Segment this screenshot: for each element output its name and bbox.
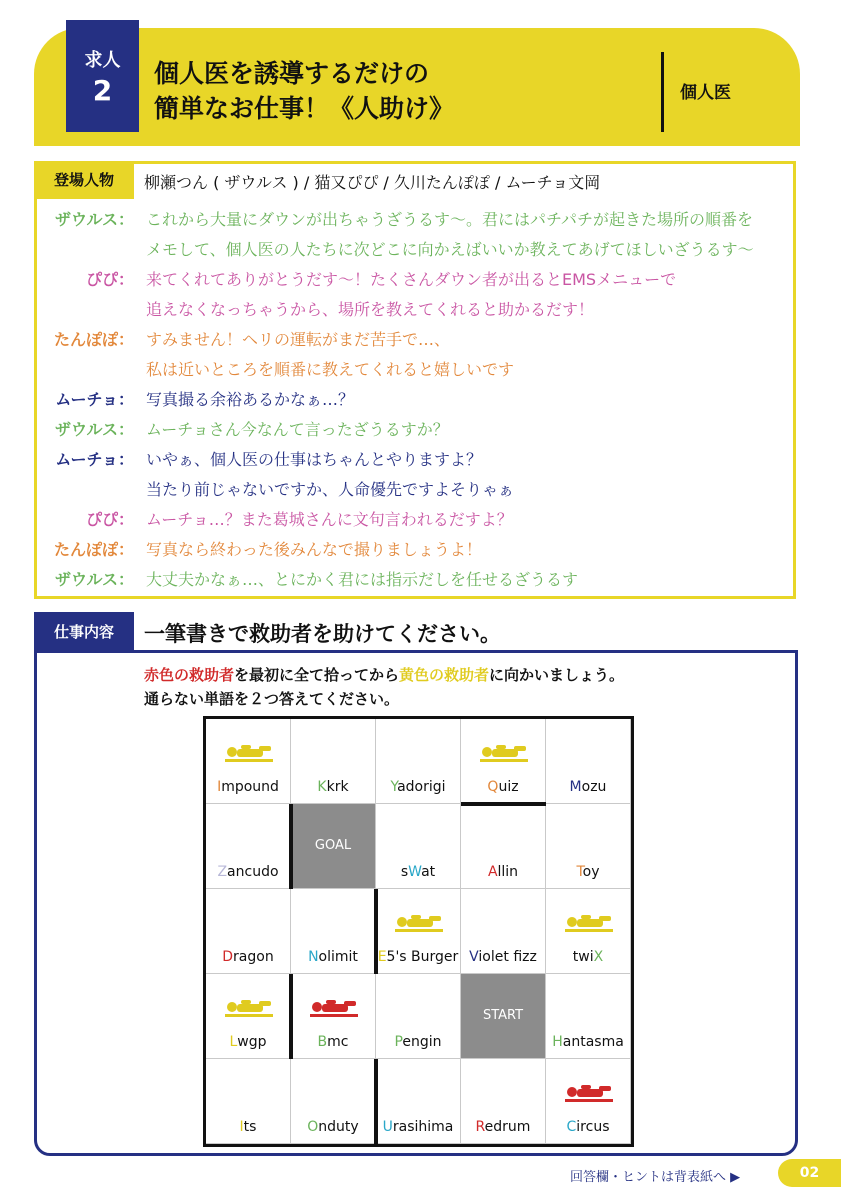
dialogue-line: 私は近いところを順番に教えてくれると嬉しいです <box>146 360 515 379</box>
word-rest: antasma <box>562 1034 624 1050</box>
word-initial: R <box>475 1119 485 1135</box>
grid-cell[interactable] <box>546 974 631 1059</box>
word-rest: wgp <box>237 1034 267 1050</box>
grid-word <box>291 1119 375 1135</box>
word-initial: K <box>317 779 327 795</box>
task-instruction-2: 通らない単語を２つ答えてください。 <box>144 690 400 708</box>
maze-wall <box>374 1059 378 1144</box>
grid-word <box>461 949 545 965</box>
word-rest: mpound <box>221 779 279 795</box>
grid-word <box>461 864 545 880</box>
grid-cell[interactable] <box>461 804 546 889</box>
dialogue-line: 大丈夫かなぁ…、とにかく君には指示だしを任せるざうるす <box>146 570 579 589</box>
grid-cell[interactable] <box>461 719 546 804</box>
word-rest: X <box>593 949 604 965</box>
footer-hint[interactable]: 回答欄・ヒントは背表紙へ ▶ <box>570 1170 741 1185</box>
dialogue-speaker: たんぽぽ： <box>53 330 134 349</box>
word-rest: nduty <box>318 1119 359 1135</box>
characters-list: 柳瀬つん ( ザウルス ) / 猫又ぴぴ / 久川たんぽぽ / ムーチョ文岡 <box>144 173 601 192</box>
dialogue-speaker: ムーチョ： <box>55 390 134 409</box>
grid-cell[interactable] <box>376 804 461 889</box>
grid-cell[interactable] <box>376 974 461 1059</box>
maze-wall <box>289 974 293 1059</box>
word-rest: ragon <box>233 949 274 965</box>
instr-mid: を最初に全て拾ってから <box>234 666 400 684</box>
grid-marker: GOAL <box>314 838 352 853</box>
grid-cell[interactable] <box>206 974 291 1059</box>
title-divider <box>661 52 664 132</box>
title-line-2: 簡単なお仕事！《人助け》 <box>154 94 455 123</box>
word-rest: krk <box>326 779 349 795</box>
grid-cell[interactable] <box>206 719 291 804</box>
dialogue-speaker: ザウルス： <box>54 210 134 229</box>
word-rest: iolet fizz <box>478 949 537 965</box>
dialogue-line: いやぁ、個人医の仕事はちゃんとやりますよ？ <box>146 450 483 469</box>
dialogue-speaker: ムーチョ： <box>55 450 134 469</box>
word-rest: engin <box>402 1034 442 1050</box>
dialogue-line: ムーチョさん今なんて言ったざうるすか？ <box>146 420 449 439</box>
word-initial: P <box>394 1034 403 1050</box>
grid-word <box>291 779 375 795</box>
word-rest: rasihima <box>392 1119 454 1135</box>
task-label: 仕事内容 <box>34 612 134 652</box>
grid-word <box>376 1119 460 1135</box>
dialogue-line: ムーチョ…？また葛城さんに文句言われるだすよ？ <box>146 510 513 529</box>
maze-wall <box>289 804 293 889</box>
task-instruction-1 <box>144 664 624 685</box>
page-number: 02 <box>778 1159 841 1187</box>
instr-yellow: 黄色の救助者 <box>399 666 490 684</box>
grid-cell[interactable] <box>291 1059 376 1144</box>
grid-cell[interactable] <box>461 1059 546 1144</box>
dialogue-speaker: たんぽぽ： <box>53 540 134 559</box>
word-initial: O <box>307 1119 319 1135</box>
word-initial: B <box>317 1034 328 1050</box>
word-rest: uiz <box>498 779 519 795</box>
maze-wall <box>374 889 378 974</box>
word-initial: N <box>308 949 319 965</box>
word-rest: at <box>421 864 436 880</box>
task-title: 一筆書きで救助者を助けてください。 <box>144 622 501 646</box>
word-initial: I <box>217 779 222 795</box>
word-initial: H <box>552 1034 563 1050</box>
grid-cell[interactable] <box>291 719 376 804</box>
word-initial: I <box>239 1119 244 1135</box>
word-rest: ozu <box>581 779 607 795</box>
dialogue-line: 写真なら終わった後みんなで撮りましょうよ！ <box>146 540 482 559</box>
grid-cell[interactable] <box>461 974 546 1059</box>
maze-wall <box>461 802 546 806</box>
word-rest: mc <box>327 1034 349 1050</box>
grid-word <box>291 1034 375 1050</box>
word-initial: C <box>566 1119 577 1135</box>
word-initial: Z <box>217 864 228 880</box>
word-rest: oy <box>582 864 600 880</box>
word-highlight: W <box>408 864 422 880</box>
grid-word <box>206 949 290 965</box>
word-rest: adorigi <box>397 779 446 795</box>
grid-word <box>206 779 290 795</box>
grid-word <box>376 864 460 880</box>
grid-cell[interactable] <box>206 804 291 889</box>
dialogue-line: これから大量にダウンが出ちゃうざうるす〜。君にはパチパチが起きた場所の順番を <box>146 210 754 229</box>
dialogue-line: 来てくれてありがとうだす〜！たくさんダウン者が出るとEMSメニューで <box>146 270 677 289</box>
dialogue-line: 当たり前じゃないですか、人命優先ですよそりゃぁ <box>146 480 515 499</box>
grid-cell[interactable] <box>546 804 631 889</box>
grid-word <box>546 1034 630 1050</box>
dialogue-speaker: ぴぴ： <box>85 270 134 289</box>
word-initial: E <box>377 949 387 965</box>
instr-red: 赤色の救助者 <box>144 666 235 684</box>
word-initial: s <box>400 864 409 880</box>
dialogue-speaker: ザウルス： <box>54 570 134 589</box>
grid-word <box>206 1119 290 1135</box>
grid-cell[interactable] <box>291 974 376 1059</box>
grid-cell[interactable] <box>376 1059 461 1144</box>
grid-cell[interactable] <box>206 889 291 974</box>
grid-marker: START <box>482 1008 524 1023</box>
grid-word <box>546 949 630 965</box>
grid-cell[interactable] <box>376 719 461 804</box>
word-rest: llin <box>497 864 519 880</box>
puzzle-grid <box>203 716 634 1147</box>
word-rest: ircus <box>576 1119 610 1135</box>
grid-word <box>206 864 290 880</box>
job-label: 求人 <box>84 50 121 71</box>
dialogue-line: メモして、個人医の人たちに次どこに向かえばいいか教えてあげてほしいざうるす〜 <box>146 240 754 259</box>
grid-cell[interactable] <box>376 889 461 974</box>
dialogue-speaker: ぴぴ： <box>85 510 134 529</box>
dialogue-speaker: ザウルス： <box>54 420 134 439</box>
grid-word <box>546 864 630 880</box>
title-line-1: 個人医を誘導するだけの <box>154 59 430 88</box>
word-initial: M <box>569 779 582 795</box>
grid-word <box>291 949 375 965</box>
dialogue-line: 追えなくなっちゃうから、場所を教えてくれると助かるだす！ <box>146 300 595 319</box>
grid-cell[interactable] <box>546 719 631 804</box>
word-rest: ts <box>243 1119 257 1135</box>
grid-cell[interactable] <box>461 889 546 974</box>
grid-cell[interactable] <box>291 804 376 889</box>
grid-word <box>206 1034 290 1050</box>
word-initial: twi <box>572 949 594 965</box>
grid-word <box>546 779 630 795</box>
grid-cell[interactable] <box>206 1059 291 1144</box>
characters-label: 登場人物 <box>34 161 134 199</box>
grid-cell[interactable] <box>546 889 631 974</box>
dialogue-line: すみません！ヘリの運転がまだ苦手で…、 <box>146 330 451 349</box>
dialogue-line: 写真撮る余裕あるかなぁ…？ <box>146 390 355 409</box>
job-number: 2 <box>92 74 113 107</box>
word-initial: L <box>229 1034 238 1050</box>
word-initial: D <box>222 949 234 965</box>
grid-word <box>461 779 545 795</box>
word-initial: Q <box>487 779 499 795</box>
grid-word <box>546 1119 630 1135</box>
job-number-tab <box>66 20 139 132</box>
grid-word <box>376 779 460 795</box>
page-title <box>154 56 454 126</box>
word-initial: Y <box>390 779 398 795</box>
grid-cell[interactable] <box>291 889 376 974</box>
word-initial: A <box>487 864 498 880</box>
grid-word <box>376 949 460 965</box>
word-initial: T <box>576 864 583 880</box>
instr-end: に向かいましょう。 <box>489 666 625 684</box>
word-rest: 5's Burger <box>386 949 459 965</box>
word-rest: ancudo <box>227 864 279 880</box>
word-initial: U <box>382 1119 393 1135</box>
job-category: 個人医 <box>680 83 731 103</box>
grid-word <box>461 1119 545 1135</box>
grid-cell[interactable] <box>546 1059 631 1144</box>
word-rest: olimit <box>318 949 358 965</box>
word-initial: V <box>469 949 479 965</box>
grid-word <box>376 1034 460 1050</box>
word-rest: edrum <box>484 1119 531 1135</box>
